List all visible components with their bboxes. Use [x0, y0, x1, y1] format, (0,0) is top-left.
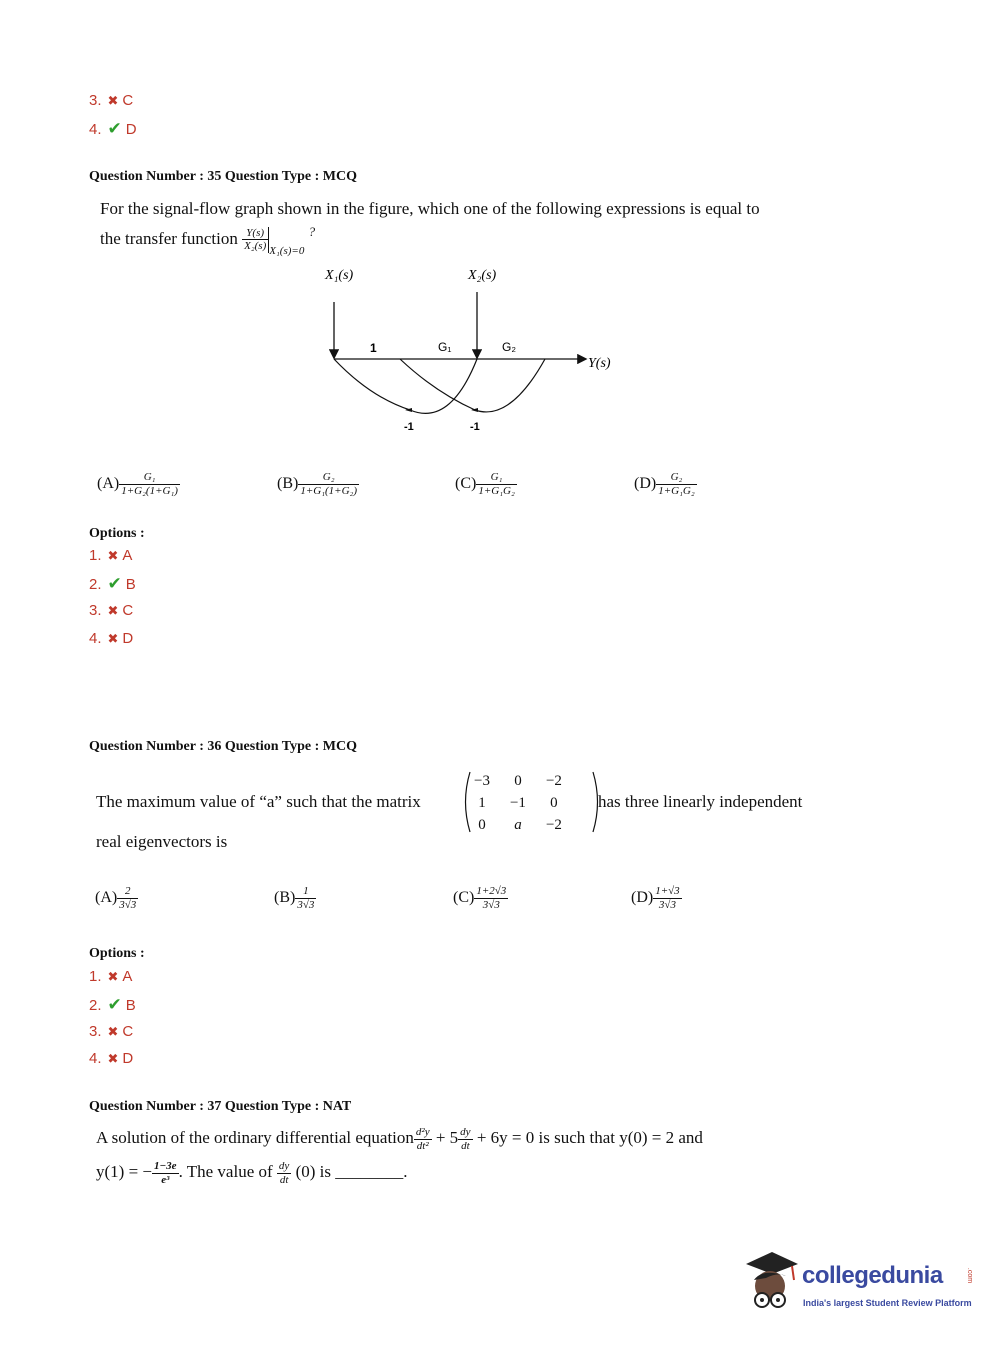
transfer-fraction: [242, 228, 268, 253]
matrix-cell: −2: [545, 773, 562, 789]
option-row: [89, 630, 133, 647]
option-number: 3.: [89, 1023, 102, 1040]
logo-suffix: .com: [966, 1267, 974, 1284]
fraction-denominator: 1+G₂(1+G₁): [121, 484, 178, 497]
question-text-part: the transfer function: [100, 229, 238, 248]
g2-label: G₂: [502, 340, 516, 354]
question-header: Question Number : 36 Question Type : MCQ: [89, 739, 357, 754]
choice-fraction: [474, 886, 508, 911]
logo-wordmark: collegedunia: [802, 1262, 943, 1289]
choice-b: [277, 472, 359, 497]
matrix-cell: 0: [550, 795, 558, 811]
question-text-part: (0) is: [295, 1162, 331, 1182]
check-icon: ✔: [107, 574, 122, 593]
check-icon: ✔: [107, 119, 122, 138]
question-text-part: + 6y = 0 is such that y(0) = 2 and: [476, 1128, 703, 1148]
fraction-numerator: Y(s): [242, 228, 268, 241]
fraction-denominator: e³: [161, 1173, 170, 1186]
fraction-numerator: G₁: [119, 472, 180, 485]
fraction-denominator: dt: [279, 1173, 289, 1186]
fraction-numerator: dy: [278, 1160, 290, 1172]
question-text-part: A solution of the ordinary differential equation: [96, 1128, 414, 1148]
signal-flow-graph: [300, 262, 630, 437]
option-letter: D: [122, 630, 134, 647]
choice-label: (A): [97, 475, 120, 492]
choice-fraction: [298, 472, 359, 497]
fraction-numerator: 1: [295, 886, 316, 899]
cross-icon: ✖: [107, 1051, 119, 1066]
choice-label: (B): [274, 889, 296, 906]
x2-label: X₂(s): [468, 268, 497, 283]
matrix-cell: 0: [514, 773, 522, 789]
y1-fraction: [152, 1161, 179, 1186]
matrix-cell: a: [514, 817, 522, 833]
option-letter: D: [122, 1050, 134, 1067]
choice-fraction: [476, 472, 516, 497]
fraction-denominator: dt: [461, 1139, 470, 1152]
choice-fraction: [117, 886, 138, 911]
fraction-denominator: 3√3: [658, 898, 676, 911]
option-row: [89, 602, 133, 619]
option-row: [89, 968, 132, 985]
option-row: [89, 995, 136, 1015]
option-letter: D: [125, 121, 137, 138]
option-row: [89, 1050, 133, 1067]
matrix-cell: 1: [478, 795, 486, 811]
option-letter: C: [122, 92, 134, 109]
question-text-part: + 5: [435, 1128, 459, 1148]
choice-label: (C): [453, 889, 475, 906]
option-row: [89, 1023, 133, 1040]
gain-1-label: 1: [370, 341, 377, 355]
fraction-numerator: d²y: [415, 1126, 430, 1138]
question-text: real eigenvectors is: [96, 832, 228, 851]
check-icon: ✔: [107, 995, 122, 1014]
feedback-branch-1: [334, 359, 477, 413]
first-derivative: [458, 1127, 472, 1152]
x1-label: X₁(s): [325, 268, 354, 283]
feedback-gain-2: -1: [470, 421, 480, 433]
logo-tagline: India's largest Student Review Platform: [803, 1298, 972, 1308]
question-text: [96, 1127, 703, 1152]
fraction-numerator: 1+2√3: [476, 885, 507, 897]
option-row: [89, 92, 133, 109]
option-letter: B: [125, 997, 136, 1014]
fraction-denominator: X₂(s): [244, 240, 267, 253]
options-label: Options :: [89, 526, 145, 541]
cross-icon: ✖: [107, 969, 119, 984]
option-number: 3.: [89, 92, 102, 109]
fraction-numerator: 2: [117, 886, 138, 899]
cross-icon: ✖: [107, 93, 119, 108]
option-row: [89, 547, 132, 564]
fraction-numerator: G₂: [656, 472, 696, 485]
fraction-denominator: 1+G₁G₂: [658, 484, 695, 497]
option-number: 4.: [89, 1050, 102, 1067]
fraction-denominator: 1+G₁G₂: [478, 484, 515, 497]
choice-fraction: [653, 886, 681, 911]
question-text-part: y(1) = −: [96, 1162, 152, 1182]
cross-icon: ✖: [107, 548, 119, 563]
choice-d: [631, 886, 682, 911]
mascot-icon: [742, 1250, 800, 1316]
question-mark: ?: [308, 224, 316, 239]
matrix-cell: −3: [474, 773, 490, 789]
options-label: Options :: [89, 946, 145, 961]
choice-label: (B): [277, 475, 299, 492]
question-header: Question Number : 35 Question Type : MCQ: [89, 169, 357, 184]
question-text: The maximum value of “a” such that the matrix: [96, 792, 421, 811]
option-number: 4.: [89, 121, 102, 138]
option-letter: A: [122, 968, 133, 985]
fraction-denominator: dt²: [416, 1139, 429, 1152]
feedback-branch-2: [400, 359, 545, 412]
choice-label: (D): [631, 889, 654, 906]
option-number: 2.: [89, 997, 102, 1014]
fraction-denominator: 3√3: [482, 898, 500, 911]
choice-b: [274, 886, 316, 911]
option-number: 3.: [89, 602, 102, 619]
fraction-numerator: dy: [460, 1126, 471, 1138]
option-letter: A: [122, 547, 133, 564]
fraction-numerator: G₂: [298, 472, 359, 485]
question-text: has three linearly independent: [598, 792, 803, 811]
option-number: 1.: [89, 547, 102, 564]
fraction-denominator: 3√3: [119, 898, 137, 911]
fraction-numerator: G₁: [476, 472, 516, 485]
fraction-denominator: 3√3: [297, 898, 315, 911]
matrix-cell: −1: [509, 795, 526, 811]
feedback-gain-1: -1: [404, 421, 414, 433]
choice-fraction: [656, 472, 696, 497]
choice-fraction: [119, 472, 180, 497]
cross-icon: ✖: [107, 1024, 119, 1039]
choice-fraction: [295, 886, 316, 911]
y-label: Y(s): [588, 356, 611, 371]
choice-label: (D): [634, 475, 657, 492]
option-letter: C: [122, 602, 134, 619]
question-header: Question Number : 37 Question Type : NAT: [89, 1099, 352, 1114]
matrix-cell: 0: [478, 817, 486, 833]
option-row: [89, 574, 136, 594]
question-text: [100, 224, 315, 257]
question-text: [96, 1161, 407, 1186]
option-row: [89, 119, 137, 139]
condition: X₁(s)=0: [269, 245, 305, 257]
choice-c: [455, 472, 517, 497]
choice-d: [634, 472, 697, 497]
cross-icon: ✖: [107, 603, 119, 618]
matrix-brackets: [460, 770, 605, 834]
choice-a: [97, 472, 180, 497]
second-derivative: [414, 1127, 432, 1152]
collegedunia-logo: [742, 1250, 982, 1320]
answer-blank: ________.: [335, 1162, 408, 1182]
choice-label: (C): [455, 475, 477, 492]
choice-a: [95, 886, 138, 911]
option-letter: B: [125, 576, 136, 593]
choice-label: (A): [95, 889, 118, 906]
fraction-denominator: 1+G₁(1+G₂): [300, 484, 358, 497]
choice-c: [453, 886, 508, 911]
matrix: [460, 770, 572, 836]
question-text: For the signal-flow graph shown in the figure, which one of the following expressions is equal to: [100, 199, 760, 218]
fraction-numerator: 1+√3: [655, 885, 680, 897]
fraction-numerator: 1−3e: [154, 1160, 177, 1172]
question-text-part: . The value of: [178, 1162, 273, 1182]
option-number: 4.: [89, 630, 102, 647]
option-letter: C: [122, 1023, 134, 1040]
matrix-cell: −2: [545, 817, 562, 833]
option-number: 1.: [89, 968, 102, 985]
g1-label: G₁: [438, 340, 452, 354]
option-number: 2.: [89, 576, 102, 593]
derivative-fraction: [277, 1161, 291, 1186]
cross-icon: ✖: [107, 631, 119, 646]
